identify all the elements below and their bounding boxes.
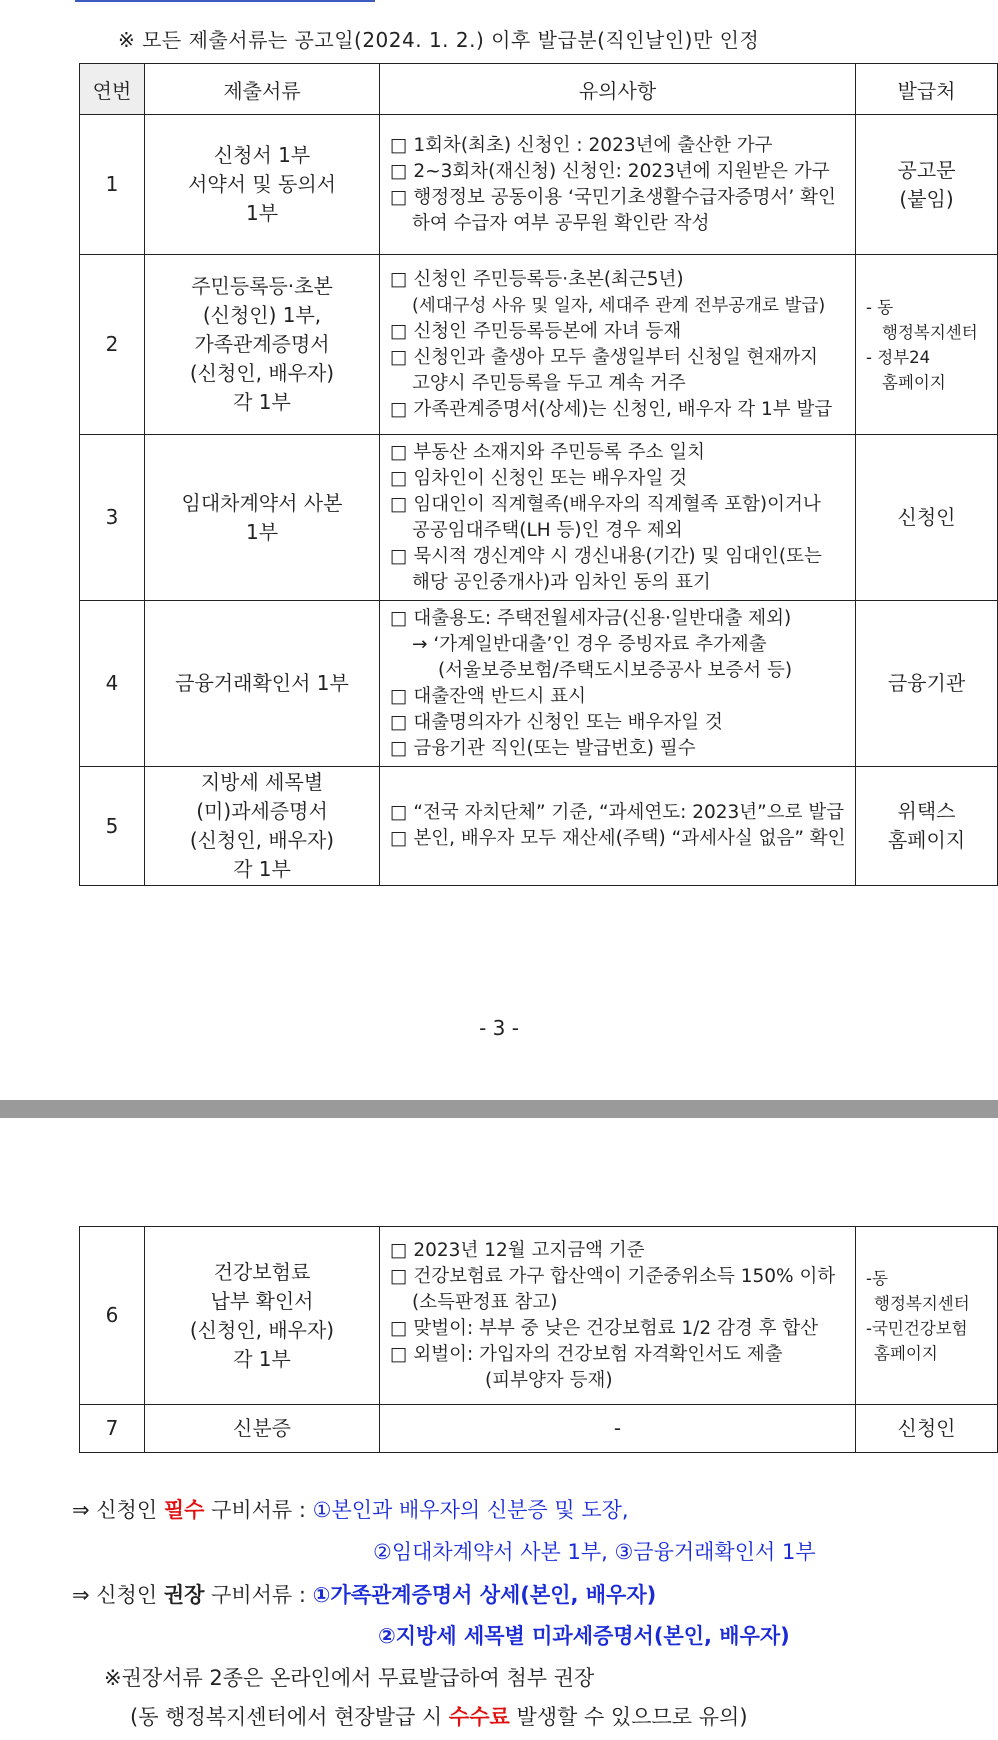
recommendation-note: ※권장서류 2종은 온라인에서 무료발급하여 첨부 권장 xyxy=(104,1666,595,1690)
note-line: □ 부동산 소재지와 주민등록 주소 일치 xyxy=(390,441,705,463)
issuer-cell xyxy=(856,601,998,767)
document-line: (신청인, 배우자) xyxy=(189,828,335,852)
note-line: □ 금융기관 직인(또는 발급번호) 필수 xyxy=(390,737,696,759)
note-line: □ 건강보험료 가구 합산액이 기준중위소득 150% 이하 xyxy=(390,1265,836,1287)
note-line: □ “전국 자치단체” 기준, “과세연도: 2023년”으로 발급 xyxy=(390,802,845,823)
document-name xyxy=(145,1227,380,1405)
summary-prefix: ⇒ 신청인 xyxy=(72,1498,164,1522)
note-line: (서울보증보험/주택도시보증공사 보증서 등) xyxy=(438,659,793,681)
document-line: (신청인, 배우자) xyxy=(189,1317,335,1342)
issuer-line: (붙임) xyxy=(899,186,954,211)
note-line: □ 신청인 주민등록등·초본(최근5년) xyxy=(390,268,684,290)
note-line: □ 1회차(최초) 신청인 : 2023년에 출산한 가구 xyxy=(390,134,773,156)
required-highlight: 필수 xyxy=(163,1498,205,1522)
documents-table-continued xyxy=(79,1226,998,1453)
issuer-line: 홈페이지 xyxy=(882,372,946,392)
issuer-line: 행정복지센터 xyxy=(882,322,978,342)
issuer-line: 공고문 xyxy=(897,157,956,182)
note-line: □ 외벌이: 가입자의 건강보험 자격확인서도 제출 xyxy=(390,1343,783,1365)
top-rule xyxy=(75,0,375,2)
note-line: □ 묵시적 갱신계약 시 갱신내용(기간) 및 임대인(또는 xyxy=(390,545,822,567)
issuer-line: - 정부24 xyxy=(866,347,931,367)
document-line: 각 1부 xyxy=(233,390,291,414)
document-line: (신청인, 배우자) xyxy=(189,361,335,385)
document-name xyxy=(145,601,380,767)
documents-table xyxy=(79,63,998,886)
note-line: - xyxy=(613,1416,622,1440)
issuer-cell xyxy=(856,1405,998,1453)
notes-cell xyxy=(380,115,856,255)
summary-prefix: ⇒ 신청인 xyxy=(72,1583,164,1607)
issuer-line: 신청인 xyxy=(897,1416,956,1440)
issuer-line: -국민건강보험 xyxy=(866,1318,968,1338)
document-line: 1부 xyxy=(245,201,279,225)
document-line: 납부 확인서 xyxy=(210,1288,314,1313)
table-row xyxy=(80,115,998,255)
row-number: 5 xyxy=(80,767,145,886)
header-num: 연번 xyxy=(80,64,145,115)
issuer-line: 홈페이지 xyxy=(874,1343,938,1363)
document-name xyxy=(145,1405,380,1453)
document-line: 각 1부 xyxy=(233,857,291,881)
page-separator xyxy=(0,1100,998,1118)
note-line: □ 가족관계증명서(상세)는 신청인, 배우자 각 1부 발급 xyxy=(390,398,833,420)
table-row xyxy=(80,435,998,601)
document-line: 건강보험료 xyxy=(213,1259,311,1284)
note-line: □ 행정정보 공동이용 ‘국민기초생활수급자증명서’ 확인 xyxy=(390,186,836,208)
note-line: □ 대출용도: 주택전월세자금(신용·일반대출 제외) xyxy=(390,607,792,629)
document-line: 신청서 1부 xyxy=(213,143,311,167)
summary-label: 구비서류 : xyxy=(204,1583,313,1607)
document-line: 서약서 및 동의서 xyxy=(188,172,336,196)
document-name xyxy=(145,767,380,886)
fee-note-suffix: 발생할 수 있으므로 유의) xyxy=(509,1705,748,1729)
page-number: - 3 - xyxy=(479,1016,519,1040)
table-header-row xyxy=(80,64,998,115)
issuer-line: -동 xyxy=(866,1268,888,1288)
row-number: 3 xyxy=(80,435,145,601)
table-row xyxy=(80,601,998,767)
note-line: 해당 공인중개사)과 임차인 동의 표기 xyxy=(412,571,711,593)
summary-label: 구비서류 : xyxy=(204,1498,313,1522)
issuer-cell xyxy=(856,435,998,601)
note-line: (피부양자 등재) xyxy=(485,1369,613,1391)
fee-note xyxy=(130,1701,748,1731)
document-line: 금융거래확인서 1부 xyxy=(175,671,349,695)
note-line: (세대구성 사유 및 일자, 세대주 관계 전부공개로 발급) xyxy=(412,295,826,316)
issuer-cell xyxy=(856,767,998,886)
note-line: 하여 수급자 여부 공무원 확인란 작성 xyxy=(412,212,710,234)
table-row xyxy=(80,1227,998,1405)
table-row xyxy=(80,255,998,435)
header-notes: 유의사항 xyxy=(380,64,856,115)
table-row xyxy=(80,767,998,886)
note-line: □ 신청인 주민등록등본에 자녀 등재 xyxy=(390,320,682,342)
notes-cell xyxy=(380,255,856,435)
notes-cell xyxy=(380,601,856,767)
issuer-cell xyxy=(856,255,998,435)
document-line: (신청인) 1부, xyxy=(202,303,322,327)
document-line: 가족관계증명서 xyxy=(194,332,330,356)
issuer-cell xyxy=(856,115,998,255)
issuer-line: 홈페이지 xyxy=(887,828,966,852)
document-line: 1부 xyxy=(245,519,279,544)
document-line: 임대차계약서 사본 xyxy=(181,490,343,515)
row-number: 7 xyxy=(80,1405,145,1453)
notes-cell xyxy=(380,1405,856,1453)
document-line: 신분증 xyxy=(233,1416,291,1440)
issuer-line: 신청인 xyxy=(897,505,956,529)
required-items-2: ②임대차계약서 사본 1부, ③금융거래확인서 1부 xyxy=(373,1540,816,1564)
note-line: 고양시 주민등록을 두고 계속 거주 xyxy=(412,372,686,394)
notice-text: ※ 모든 제출서류는 공고일(2024. 1. 2.) 이후 발급분(직인날인)만 인정 xyxy=(118,28,760,52)
recommended-items-2: ②지방세 세목별 미과세증명서(본인, 배우자) xyxy=(378,1624,790,1648)
document-line: 지방세 세목별 xyxy=(200,770,324,794)
notes-cell xyxy=(380,435,856,601)
note-line: □ 대출잔액 반드시 표시 xyxy=(390,685,586,707)
document-line: 각 1부 xyxy=(233,1346,291,1371)
table-row xyxy=(80,1405,998,1453)
note-line: → ‘가계일반대출’인 경우 증빙자료 추가제출 xyxy=(412,633,767,655)
issuer-line: 위택스 xyxy=(897,799,956,823)
fee-note-prefix: (동 행정복지센터에서 현장발급 시 xyxy=(130,1705,449,1729)
recommended-items-1: ①가족관계증명서 상세(본인, 배우자) xyxy=(312,1583,657,1607)
recommended-documents-line xyxy=(72,1579,656,1609)
document-line: 주민등록등·초본 xyxy=(191,274,333,298)
note-line: 공공임대주택(LH 등)인 경우 제외 xyxy=(412,519,683,541)
note-line: (소득판정표 참고) xyxy=(412,1291,558,1313)
notes-cell xyxy=(380,767,856,886)
note-line: □ 대출명의자가 신청인 또는 배우자일 것 xyxy=(390,711,723,733)
row-number: 6 xyxy=(80,1227,145,1405)
row-number: 2 xyxy=(80,255,145,435)
issuer-line: - 동 xyxy=(866,297,894,317)
document-line: (미)과세증명서 xyxy=(196,799,328,823)
row-number: 1 xyxy=(80,115,145,255)
note-line: □ 임차인이 신청인 또는 배우자일 것 xyxy=(390,467,688,489)
header-doc: 제출서류 xyxy=(145,64,380,115)
issuer-cell xyxy=(856,1227,998,1405)
document-name xyxy=(145,435,380,601)
note-line: □ 신청인과 출생아 모두 출생일부터 신청일 현재까지 xyxy=(390,346,819,368)
required-items-1: ①본인과 배우자의 신분증 및 도장, xyxy=(312,1498,629,1522)
row-number: 4 xyxy=(80,601,145,767)
fee-highlight: 수수료 xyxy=(448,1705,510,1729)
issuer-line: 행정복지센터 xyxy=(874,1293,970,1313)
notes-cell xyxy=(380,1227,856,1405)
issuer-line: 금융기관 xyxy=(887,671,966,695)
note-line: □ 2~3회차(재신청) 신청인: 2023년에 지원받은 가구 xyxy=(390,160,830,182)
note-line: □ 맞벌이: 부부 중 낮은 건강보험료 1/2 감경 후 합산 xyxy=(390,1317,819,1339)
note-line: □ 본인, 배우자 모두 재산세(주택) “과세사실 없음” 확인 xyxy=(390,828,846,849)
document-name xyxy=(145,115,380,255)
note-line: □ 임대인이 직계혈족(배우자의 직계혈족 포함)이거나 xyxy=(390,493,821,515)
recommended-highlight: 권장 xyxy=(163,1583,205,1607)
document-name xyxy=(145,255,380,435)
header-issuer: 발급처 xyxy=(856,64,998,115)
required-documents-line xyxy=(72,1494,629,1524)
note-line: □ 2023년 12월 고지금액 기준 xyxy=(390,1239,645,1261)
